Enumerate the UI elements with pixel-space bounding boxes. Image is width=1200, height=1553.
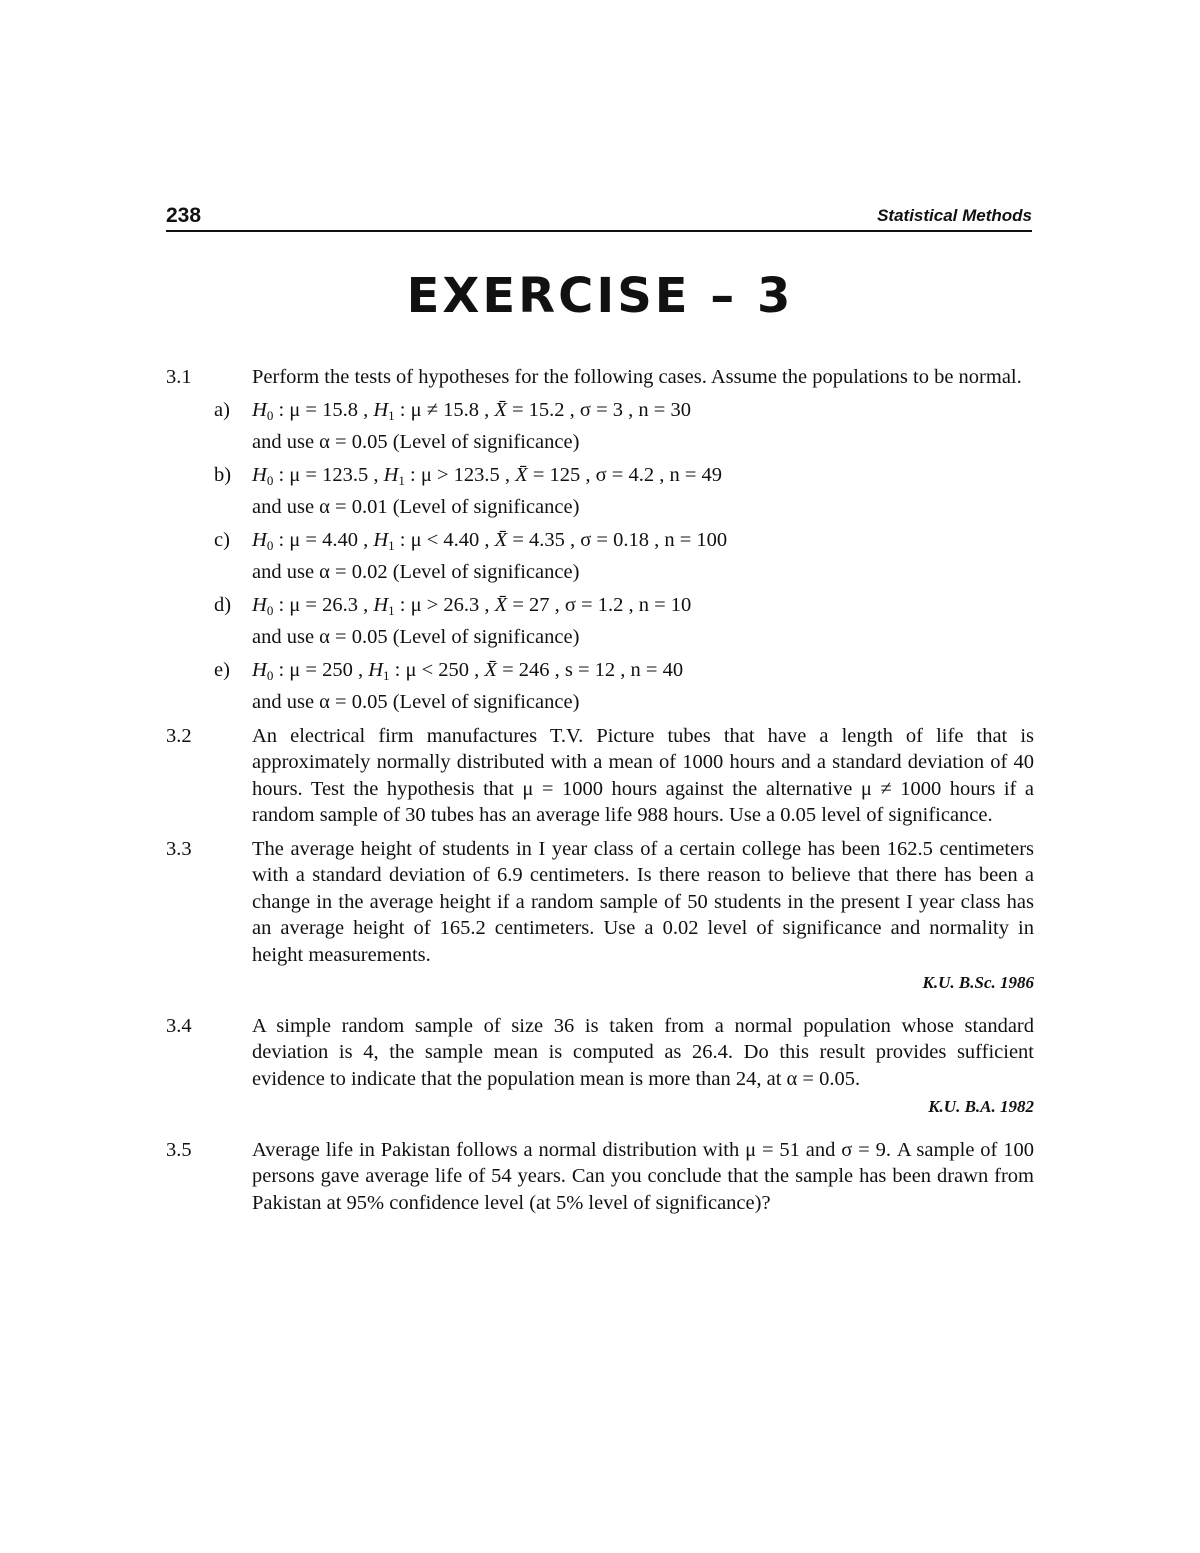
question-text: Perform the tests of hypotheses for the following cases. Assume the populations to be normal.: [252, 366, 1022, 388]
question-3-2: [166, 723, 1034, 829]
question-text: An electrical firm manufactures T.V. Picture tubes that have a length of life that is approximately normally distributed with a mean of 1000 hours and a standard deviation of 40 hours. Test the hypothesis that μ = 1000 hours against the alternative μ ≠ 1000 hours if a random sample of 30 tubes has an average life 988 hours. Use a 0.05 level of significance.: [252, 724, 1034, 826]
alternative-hypothesis: μ > 123.5 ,: [420, 463, 511, 486]
sub-question-label: e): [214, 658, 230, 681]
sample-statistics: = 15.2 , σ = 3 , n = 30: [512, 398, 691, 421]
alternative-hypothesis: μ < 250 ,: [405, 658, 480, 681]
running-header-title: Statistical Methods: [877, 206, 1032, 225]
hypothesis-line: H0 : μ = 250 , H1 : μ < 250 , X̄ = 246 , s = 12 , n = 40: [252, 658, 684, 683]
significance-level: and use α = 0.01 (Level of significance): [252, 496, 580, 518]
hypothesis-line: H0 : μ = 26.3 , H1 : μ > 26.3 , X̄ = 27 , σ = 1.2 , n = 10: [252, 593, 692, 618]
hypothesis-line: H0 : μ = 15.8 , H1 : μ ≠ 15.8 , X̄ = 15.2 , σ = 3 , n = 30: [252, 398, 691, 423]
question-3-1: [166, 364, 1034, 391]
source-citation: K.U. B.Sc. 1986: [922, 973, 1034, 992]
significance-level: and use α = 0.02 (Level of significance): [252, 561, 580, 583]
source-citation: K.U. B.A. 1982: [928, 1097, 1034, 1116]
alternative-hypothesis: μ > 26.3 ,: [410, 593, 490, 616]
sub-question-label: d): [214, 593, 232, 616]
page-number: 238: [166, 204, 202, 227]
sub-question-e: [214, 657, 1034, 716]
significance-level: and use α = 0.05 (Level of significance): [252, 431, 580, 453]
null-hypothesis: μ = 26.3 ,: [289, 593, 369, 616]
alternative-hypothesis: μ ≠ 15.8 ,: [410, 398, 490, 421]
exercise-title: EXERCISE – 3: [406, 268, 794, 324]
null-hypothesis: μ = 123.5 ,: [289, 463, 379, 486]
null-hypothesis: μ = 250 ,: [289, 658, 364, 681]
hypothesis-line: H0 : μ = 123.5 , H1 : μ > 123.5 , X̄ = 125 , σ = 4.2 , n = 49: [252, 463, 723, 488]
sample-statistics: = 125 , σ = 4.2 , n = 49: [532, 463, 723, 486]
exercise-content: [166, 364, 1034, 1216]
sub-question-label: a): [214, 398, 230, 421]
sample-statistics: = 4.35 , σ = 0.18 , n = 100: [512, 528, 728, 551]
sub-question-label: b): [214, 463, 232, 486]
header-rule: [166, 230, 1032, 232]
sub-question-a: [214, 397, 1034, 456]
question-3-3: [166, 836, 1034, 969]
null-hypothesis: μ = 4.40 ,: [289, 528, 369, 551]
significance-level: and use α = 0.05 (Level of significance): [252, 691, 580, 713]
null-hypothesis: μ = 15.8 ,: [289, 398, 369, 421]
question-text: Average life in Pakistan follows a normal distribution with μ = 51 and σ = 9. A sample of 100 persons gave average life of 54 years. Can you conclude that the sample has been drawn from Pakistan at 95% confidence level (at 5% level of significance)?: [252, 1138, 1034, 1214]
question-number: 3.5: [166, 1138, 192, 1161]
question-text: The average height of students in I year class of a certain college has been 162.5 centimeters with a standard deviation of 6.9 centimeters. Is there reason to believe that there has been a change in the average height if a random sample of 50 students in the present I year class has an average height of 165.2 centimeters. Use a 0.02 level of significance and normality in height measurements.: [252, 837, 1034, 966]
sample-statistics: = 27 , σ = 1.2 , n = 10: [512, 593, 692, 616]
question-3-5: [166, 1137, 1034, 1217]
question-3-4: [166, 1013, 1034, 1093]
question-number: 3.1: [166, 366, 192, 388]
hypothesis-line: H0 : μ = 4.40 , H1 : μ < 4.40 , X̄ = 4.35 , σ = 0.18 , n = 100: [252, 528, 728, 553]
question-number: 3.4: [166, 1014, 192, 1037]
sample-statistics: = 246 , s = 12 , n = 40: [502, 658, 684, 681]
question-number: 3.2: [166, 724, 192, 747]
significance-level: and use α = 0.05 (Level of significance): [252, 626, 580, 648]
alternative-hypothesis: μ < 4.40 ,: [410, 528, 490, 551]
question-text: A simple random sample of size 36 is taken from a normal population whose standard deviation is 4, the sample mean is computed as 26.4. Do this result provides sufficient evidence to indicate that the population mean is more than 24, at α = 0.05.: [252, 1014, 1034, 1090]
question-number: 3.3: [166, 837, 192, 860]
sub-question-d: [214, 592, 1034, 651]
sub-question-c: [214, 527, 1034, 586]
sub-question-b: [214, 462, 1034, 521]
sub-question-label: c): [214, 528, 230, 551]
